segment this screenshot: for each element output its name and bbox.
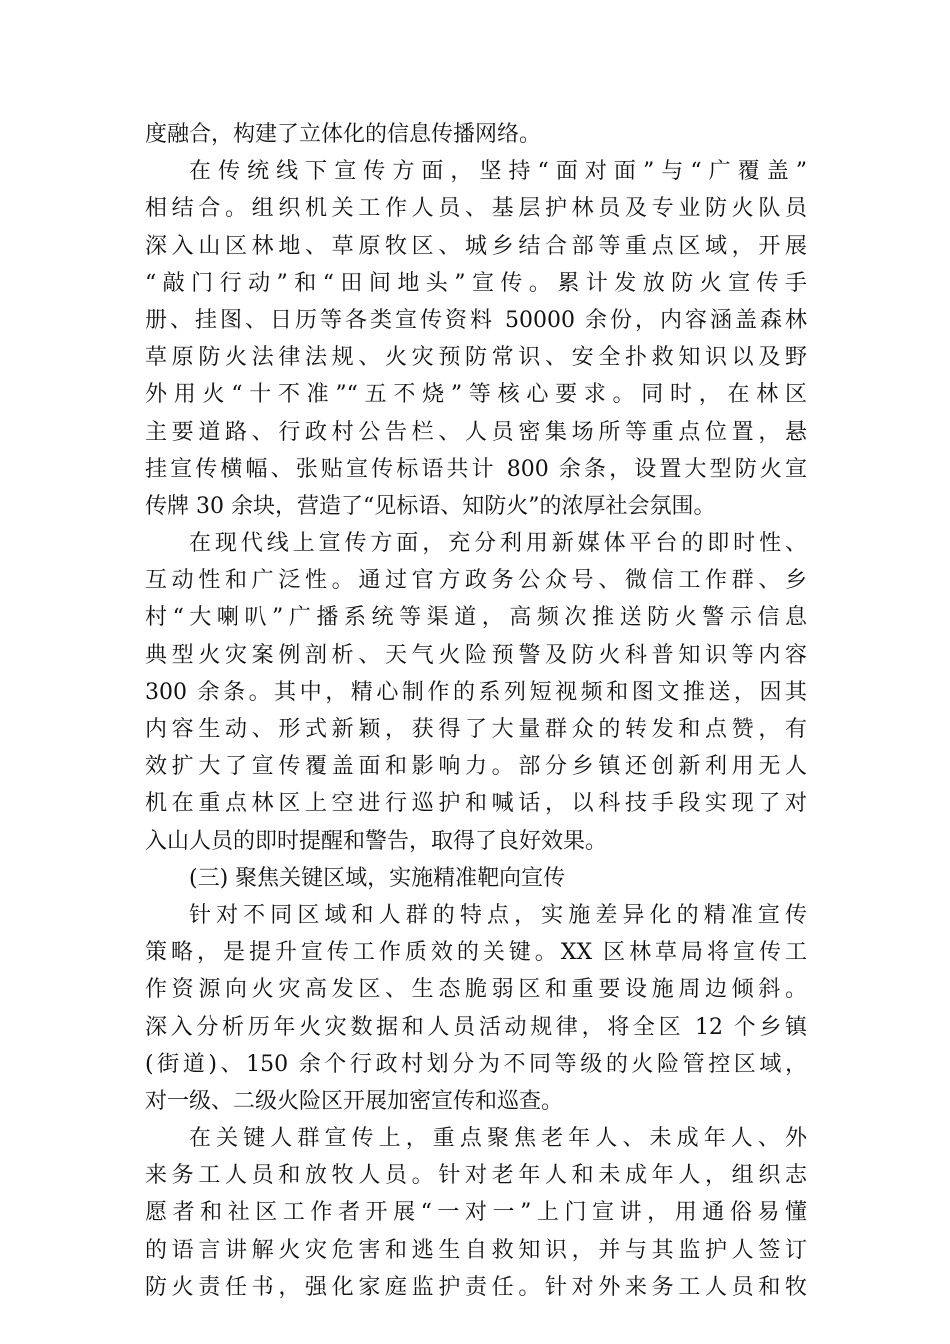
paragraph-line: 机在重点林区上空进行巡护和喊话，以科技手段实现了对 bbox=[145, 791, 807, 817]
paragraph-line: 效扩大了宣传覆盖面和影响力。部分乡镇还创新利用无人 bbox=[145, 754, 807, 780]
paragraph-line: 草原防火法律法规、火灾预防常识、安全扑救知识以及野 bbox=[145, 345, 807, 371]
paragraph-line: 村“大喇叭”广播系统等渠道，高频次推送防火警示信息 bbox=[145, 605, 807, 631]
paragraph-line: (街道)、150 余个行政村划分为不同等级的火险管控区域， bbox=[145, 1051, 807, 1077]
paragraph-line: 愿者和社区工作者开展“一对一”上门宣讲，用通俗易懂 bbox=[145, 1200, 807, 1226]
paragraph-line: 入山人员的即时提醒和警告，取得了良好效果。 bbox=[145, 828, 608, 854]
paragraph-line: 挂宣传横幅、张贴宣传标语共计 800 余条，设置大型防火宣 bbox=[145, 456, 807, 482]
paragraph-line: “敲门行动”和“田间地头”宣传。累计发放防火宣传手 bbox=[145, 270, 807, 296]
paragraph-line: 在现代线上宣传方面，充分利用新媒体平台的即时性、 bbox=[189, 531, 807, 557]
section-heading: (三) 聚焦关键区域，实施精准靶向宣传 bbox=[189, 865, 566, 891]
paragraph-line: 来务工人员和放牧人员。针对老年人和未成年人，组织志 bbox=[145, 1163, 807, 1189]
paragraph-line: 相结合。组织机关工作人员、基层护林员及专业防火队员 bbox=[145, 196, 807, 222]
paragraph-line: 度融合，构建了立体化的信息传播网络。 bbox=[145, 122, 542, 147]
paragraph-line: 300 余条。其中，精心制作的系列短视频和图文推送，因其 bbox=[145, 679, 807, 705]
paragraph-line: 内容生动、形式新颖，获得了大量群众的转发和点赞，有 bbox=[145, 717, 807, 742]
paragraph-line: 深入分析历年火灾数据和人员活动规律，将全区 12 个乡镇 bbox=[145, 1014, 807, 1040]
paragraph-line: 的语言讲解火灾危害和逃生自救知识，并与其监护人签订 bbox=[145, 1237, 807, 1263]
paragraph-line: 针对不同区域和人群的特点，实施差异化的精准宣传 bbox=[189, 902, 807, 928]
paragraph-line: 册、挂图、日历等各类宣传资料 50000 余份，内容涵盖森林 bbox=[145, 307, 807, 333]
paragraph-line: 传牌 30 余块，营造了“见标语、知防火”的浓厚社会氛围。 bbox=[145, 493, 716, 519]
paragraph-line: 对一级、二级火险区开展加密宣传和巡查。 bbox=[145, 1088, 564, 1114]
paragraph-line: 策略，是提升宣传工作质效的关键。XX 区林草局将宣传工 bbox=[145, 940, 807, 966]
paragraph-line: 在关键人群宣传上，重点聚焦老年人、未成年人、外 bbox=[189, 1126, 807, 1152]
document-page bbox=[145, 116, 807, 1306]
paragraph-line: 防火责任书，强化家庭监护责任。针对外来务工人员和牧 bbox=[145, 1274, 807, 1300]
paragraph-line: 互动性和广泛性。通过官方政务公众号、微信工作群、乡 bbox=[145, 568, 807, 594]
paragraph-line: 主要道路、行政村公告栏、人员密集场所等重点位置，悬 bbox=[145, 419, 807, 445]
paragraph-line: 在传统线下宣传方面，坚持“面对面”与“广覆盖” bbox=[189, 159, 807, 185]
paragraph-line: 外用火“十不准”“五不烧”等核心要求。同时，在林区 bbox=[145, 382, 807, 408]
paragraph-line: 深入山区林地、草原牧区、城乡结合部等重点区域，开展 bbox=[145, 233, 807, 259]
paragraph-line: 作资源向火灾高发区、生态脆弱区和重要设施周边倾斜。 bbox=[145, 977, 807, 1003]
paragraph-line: 典型火灾案例剖析、天气火险预警及防火科普知识等内容 bbox=[145, 642, 807, 668]
